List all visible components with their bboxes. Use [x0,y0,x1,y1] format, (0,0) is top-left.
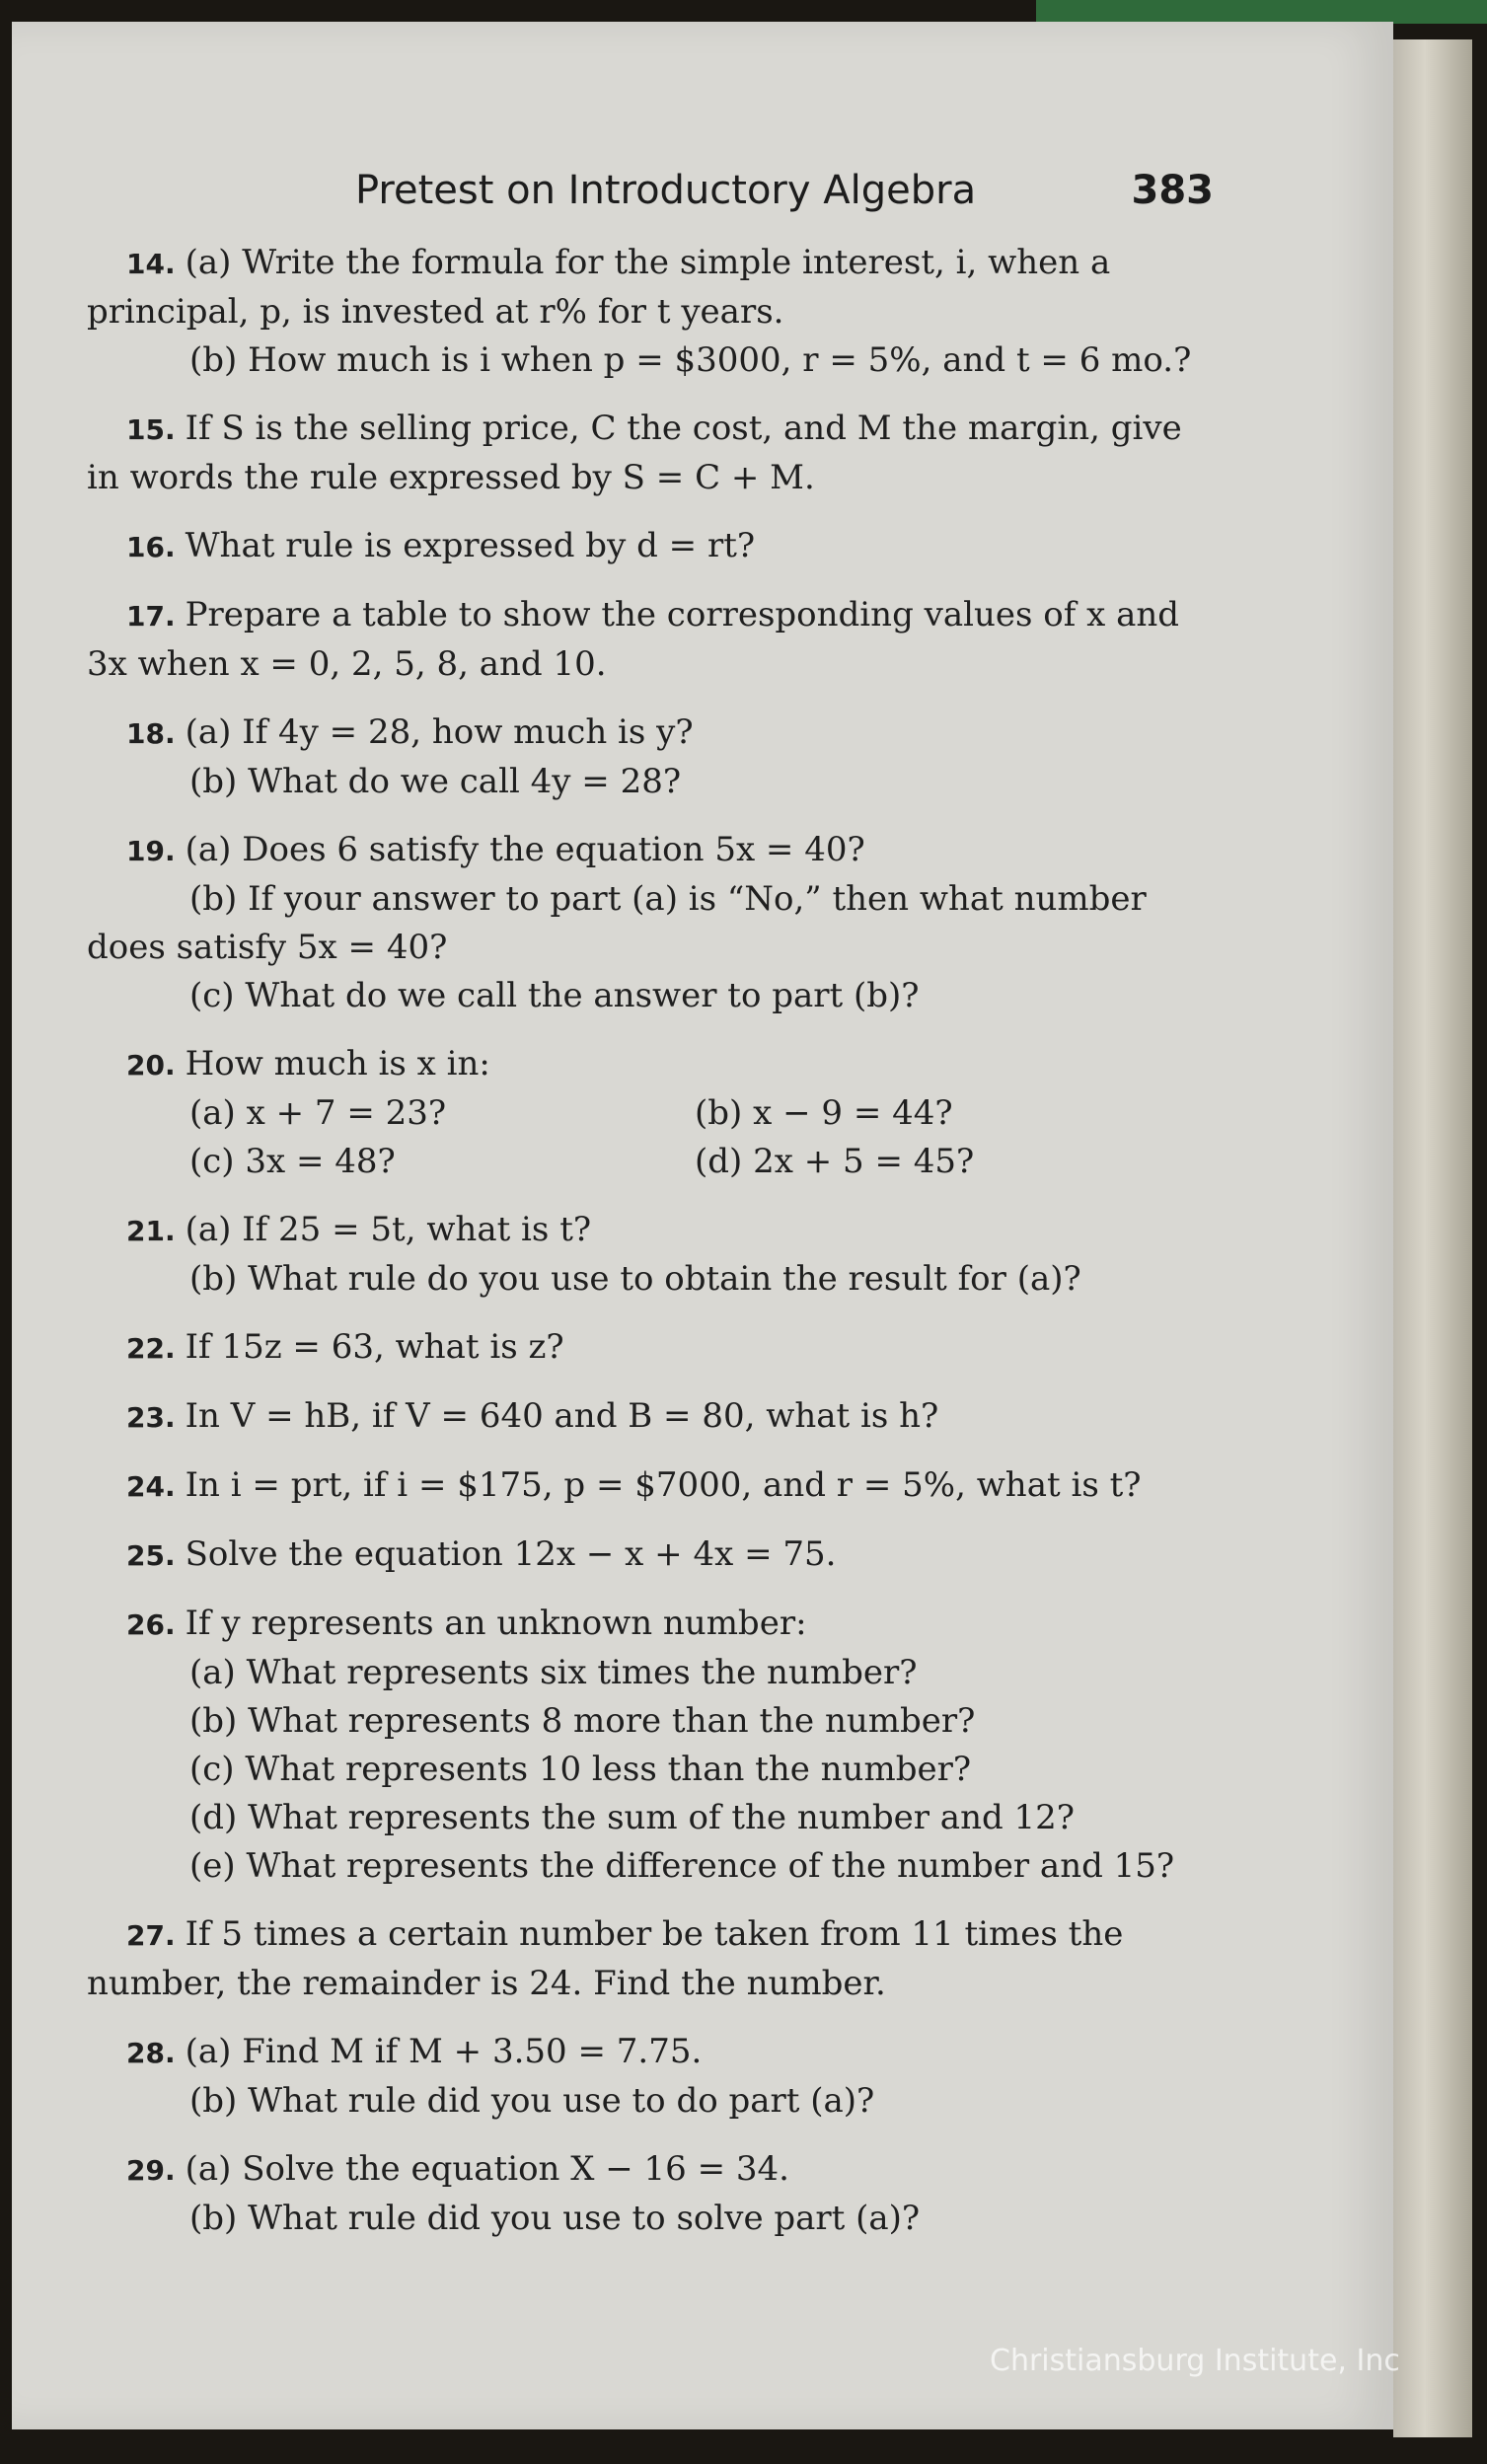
problem-23 [87,1392,1217,1442]
problem-text: (c) What represents 10 less than the number? [189,1750,972,1789]
problem-text: (a) x + 7 = 23? [189,1093,447,1133]
problem-14 [87,239,1217,385]
problem-text: If 15z = 63, what is z? [185,1327,564,1367]
problem-text: (a) If 4y = 28, how much is y? [185,712,694,752]
problem-text: 3x when x = 0, 2, 5, 8, and 10. [87,644,607,684]
problem-22 [87,1323,1217,1373]
problem-29 [87,2145,1217,2243]
problem-number: 16. [126,531,176,563]
problem-number: 21. [126,1215,176,1247]
problem-16 [87,522,1217,571]
problem-text: How much is x in: [185,1044,490,1083]
problem-19 [87,826,1217,1020]
problem-text: (a) Find M if M + 3.50 = 7.75. [185,2032,703,2071]
problem-text: (b) How much is i when p = $3000, r = 5%, and t = 6 mo.? [189,340,1192,380]
problem-text: (b) What rule did you use to solve part (a)? [189,2199,921,2238]
problem-18 [87,709,1217,806]
problem-text: If 5 times a certain number be taken from 11 times the [185,1914,1124,1954]
problem-text: (c) What do we call the answer to part (b)? [189,976,920,1015]
problem-number: 29. [126,2154,176,2187]
problem-text: (b) If your answer to part (a) is “No,” then what number [189,879,1147,919]
book-edge [1036,0,1487,24]
problem-21 [87,1206,1217,1304]
problem-text: If y represents an unknown number: [185,1604,807,1643]
problem-number: 15. [126,413,176,446]
problem-text: (a) What represents six times the number? [189,1653,918,1692]
problem-number: 25. [126,1539,176,1572]
page-title: Pretest on Introductory Algebra [355,168,977,213]
problem-text: (b) What do we call 4y = 28? [189,762,682,801]
problem-text: If S is the selling price, C the cost, and M the margin, give [185,409,1182,448]
problem-text: (d) 2x + 5 = 45? [695,1142,975,1181]
problem-number: 14. [126,248,176,280]
problem-number: 27. [126,1919,176,1952]
book-spine [1393,39,1472,2437]
problem-text: (a) Write the formula for the simple interest, i, when a [185,243,1111,282]
problem-text: (b) What rule do you use to obtain the result for (a)? [189,1259,1081,1299]
problem-15 [87,405,1217,502]
problem-number: 28. [126,2037,176,2069]
problem-text: (b) What rule did you use to do part (a)? [189,2081,875,2121]
problem-number: 26. [126,1608,176,1641]
problem-24 [87,1461,1217,1511]
problem-17 [87,591,1217,689]
page-header [355,168,1214,227]
problem-text: number, the remainder is 24. Find the number. [87,1964,886,2003]
problem-number: 24. [126,1470,176,1503]
problem-text: What rule is expressed by d = rt? [185,526,756,565]
problem-text: (c) 3x = 48? [189,1142,396,1181]
problem-text: principal, p, is invested at r% for t years. [87,292,784,332]
problem-text: Solve the equation 12x − x + 4x = 75. [185,1534,837,1574]
problem-number: 22. [126,1332,176,1365]
problem-text: In i = prt, if i = $175, p = $7000, and r = 5%, what is t? [185,1465,1142,1505]
problem-text: In V = hB, if V = 640 and B = 80, what is h? [185,1396,939,1436]
problem-text: does satisfy 5x = 40? [87,928,448,967]
problem-number: 20. [126,1049,176,1082]
problem-number: 18. [126,717,176,750]
problem-text: (a) Solve the equation X − 16 = 34. [185,2149,789,2189]
problem-number: 23. [126,1401,176,1434]
watermark: Christiansburg Institute, Inc [990,2344,1400,2378]
problem-list [87,239,1217,2263]
problem-text: (a) If 25 = 5t, what is t? [185,1210,592,1249]
problem-text: Prepare a table to show the corresponding values of x and [185,595,1180,635]
problem-text: (e) What represents the difference of the number and 15? [189,1846,1175,1886]
problem-27 [87,1910,1217,2008]
problem-text: (b) x − 9 = 44? [695,1093,953,1133]
problem-26 [87,1600,1217,1891]
problem-28 [87,2028,1217,2126]
problem-20 [87,1040,1217,1186]
problem-text: (b) What represents 8 more than the number? [189,1701,976,1741]
page-number: 383 [1131,168,1214,213]
problem-text: (d) What represents the sum of the number and 12? [189,1798,1076,1837]
problem-25 [87,1531,1217,1580]
problem-number: 19. [126,835,176,867]
problem-text: in words the rule expressed by S = C + M. [87,458,815,497]
problem-number: 17. [126,600,176,633]
problem-text: (a) Does 6 satisfy the equation 5x = 40? [185,830,865,869]
